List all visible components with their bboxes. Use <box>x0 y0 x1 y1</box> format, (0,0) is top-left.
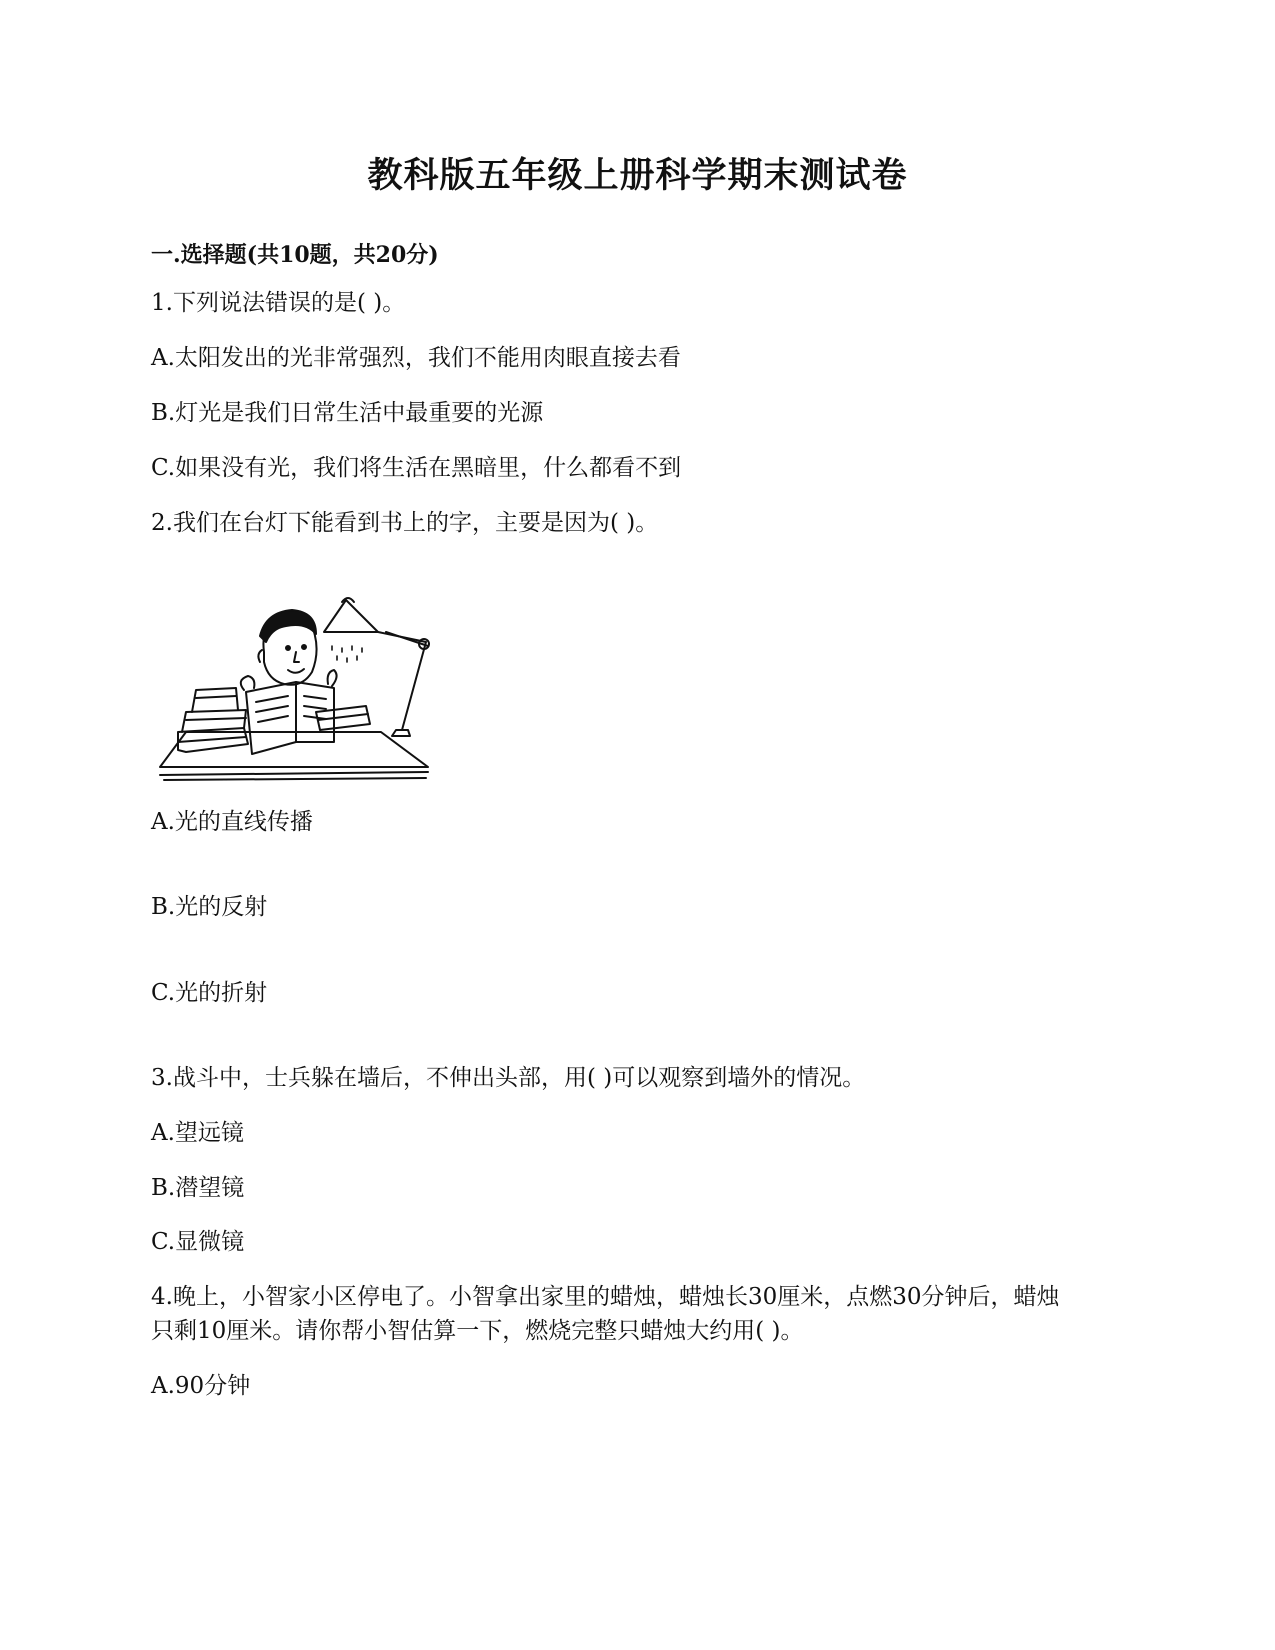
question-1-option-c: C.如果没有光，我们将生活在黑暗里，什么都看不到 <box>151 455 682 481</box>
question-1-option-b: B.灯光是我们日常生活中最重要的光源 <box>151 400 544 426</box>
question-2-option-b: B.光的反射 <box>151 894 268 920</box>
reading-lamp-figure <box>156 592 456 792</box>
question-4-option-a: A.90分钟 <box>151 1373 251 1399</box>
section-heading: 一.选择题(共10题，共20分) <box>151 242 439 268</box>
question-2-option-a: A.光的直线传播 <box>151 809 313 835</box>
question-3-option-a: A.望远镜 <box>151 1120 244 1146</box>
question-2-stem: 2.我们在台灯下能看到书上的字，主要是因为( )。 <box>151 510 659 536</box>
question-1-option-a: A.太阳发出的光非常强烈，我们不能用肉眼直接去看 <box>151 345 681 371</box>
question-3-option-c: C.显微镜 <box>151 1229 245 1255</box>
question-4-stem-line-2: 只剩10厘米。请你帮小智估算一下，燃烧完整只蜡烛大约用( )。 <box>151 1318 804 1344</box>
question-4-stem-line-1: 4.晚上，小智家小区停电了。小智拿出家里的蜡烛，蜡烛长30厘米，点燃30分钟后，蜡烛 <box>151 1284 1060 1310</box>
question-2-option-c: C.光的折射 <box>151 980 268 1006</box>
question-3-option-b: B.潜望镜 <box>151 1175 245 1201</box>
question-3-stem: 3.战斗中，士兵躲在墙后，不伸出头部，用( )可以观察到墙外的情况。 <box>151 1065 866 1091</box>
question-1-stem: 1.下列说法错误的是( )。 <box>151 290 406 316</box>
page-title: 教科版五年级上册科学期末测试卷 <box>367 155 908 196</box>
boy-reading-under-desk-lamp-illustration-icon <box>156 592 456 792</box>
